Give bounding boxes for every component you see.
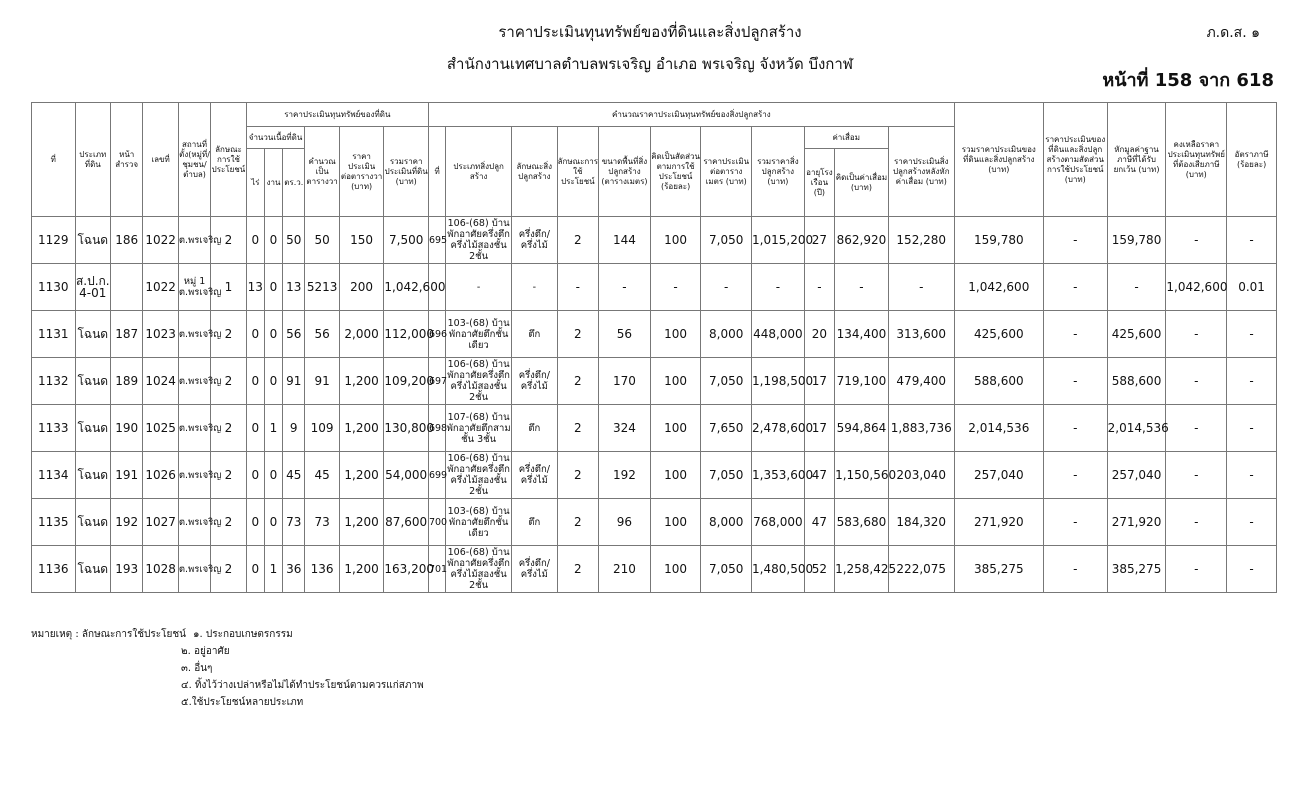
cell-bldg-total: 1,015,200 [752, 217, 805, 264]
cell-number: 1028 [143, 546, 178, 593]
cell-bldg-total: 1,480,500 [752, 546, 805, 593]
cell-calc-sqwa: 91 [305, 358, 339, 405]
cell-no: 1135 [32, 499, 76, 546]
cell-mixed-value: - [1043, 546, 1107, 593]
cell-bldg-char: ครึ่งตึก/ครึ่งไม้ [512, 217, 558, 264]
cell-bldg-after-dep: 152,280 [888, 217, 954, 264]
cell-deduction: 159,780 [1107, 217, 1166, 264]
cell-bldg-type: 103-(68) บ้านพักอาศัยตึกชั้นเดียว [446, 499, 512, 546]
cell-location: ต.พรเจริญ [178, 358, 210, 405]
cell-age: 27 [804, 217, 834, 264]
cell-bldg-type: 103-(68) บ้านพักอาศัยตึกชั้นเดียว [446, 311, 512, 358]
cell-bldg-after-dep: 222,075 [888, 546, 954, 593]
cell-bldg-no: 696 [428, 311, 445, 358]
cell-mixed-value: - [1043, 405, 1107, 452]
cell-grand-total: 425,600 [954, 311, 1043, 358]
cell-land-total: 7,500 [384, 217, 429, 264]
cell-land-type: โฉนด [75, 217, 110, 264]
table-row [32, 499, 1277, 546]
cell-usage: 2 [211, 405, 246, 452]
cell-usage-ratio: 100 [650, 452, 701, 499]
note-item: ๕.ใช้ประโยชน์หลายประเภท [181, 697, 304, 708]
cell-land-total: 54,000 [384, 452, 429, 499]
cell-bldg-total: 1,198,500 [752, 358, 805, 405]
cell-usage: 2 [211, 311, 246, 358]
cell-no: 1132 [32, 358, 76, 405]
cell-wa: 45 [283, 452, 305, 499]
cell-calc-sqwa: 109 [305, 405, 339, 452]
cell-calc-sqwa: 73 [305, 499, 339, 546]
cell-survey-page: 189 [110, 358, 142, 405]
cell-mixed-value: - [1043, 217, 1107, 264]
col-header-bldg-no: ที่ [428, 127, 445, 217]
col-header-bldg-type: ประเภทสิ่งปลูกสร้าง [446, 127, 512, 217]
cell-bldg-type: - [446, 264, 512, 311]
cell-grand-total: 2,014,536 [954, 405, 1043, 452]
cell-number: 1023 [143, 311, 178, 358]
cell-number: 1022 [143, 264, 178, 311]
cell-mixed-value: - [1043, 311, 1107, 358]
cell-land-total: 1,042,600 [384, 264, 429, 311]
cell-bldg-total: 768,000 [752, 499, 805, 546]
cell-grand-total: 588,600 [954, 358, 1043, 405]
cell-bldg-usage: 2 [557, 499, 599, 546]
cell-survey-page: 193 [110, 546, 142, 593]
cell-bldg-total: - [752, 264, 805, 311]
cell-bldg-area: 96 [599, 499, 651, 546]
cell-usage-ratio: 100 [650, 546, 701, 593]
cell-price-per-sqm: 7,050 [701, 452, 752, 499]
cell-bldg-usage: 2 [557, 358, 599, 405]
cell-bldg-total: 2,478,600 [752, 405, 805, 452]
cell-bldg-char: ตึก [512, 311, 558, 358]
cell-bldg-total: 448,000 [752, 311, 805, 358]
cell-bldg-no: 699 [428, 452, 445, 499]
col-header-price-sqwa: ราคาประเมินต่อตารางวา (บาท) [339, 127, 384, 217]
cell-survey-page: 192 [110, 499, 142, 546]
col-header-number: เลขที่ [143, 103, 178, 217]
col-header-calc-sqwa: คำนวณเป็นตารางวา [305, 127, 339, 217]
cell-bldg-after-dep: - [888, 264, 954, 311]
cell-bldg-area: 56 [599, 311, 651, 358]
col-header-rai: ไร่ [246, 149, 264, 217]
cell-dep-value: 1,150,560 [835, 452, 889, 499]
cell-dep-value: - [835, 264, 889, 311]
cell-calc-sqwa: 50 [305, 217, 339, 264]
cell-rai: 13 [246, 264, 264, 311]
cell-usage: 2 [211, 546, 246, 593]
cell-taxable: 1,042,600 [1166, 264, 1227, 311]
col-header-survey-page: หน้าสำรวจ [110, 103, 142, 217]
table-row [32, 546, 1277, 593]
cell-bldg-usage: 2 [557, 311, 599, 358]
cell-deduction: 271,920 [1107, 499, 1166, 546]
cell-grand-total: 257,040 [954, 452, 1043, 499]
note-item: ๔. ทิ้งไว้ว่างเปล่าหรือไม่ได้ทำประโยชน์ตามควรแก่สภาพ [181, 680, 424, 691]
col-header-price-sqm: ราคาประเมินต่อตารางเมตร (บาท) [701, 127, 752, 217]
table-row [32, 311, 1277, 358]
cell-tax-rate: - [1227, 217, 1277, 264]
cell-usage-ratio: 100 [650, 499, 701, 546]
cell-land-type: ส.ป.ก. 4-01 [75, 264, 110, 311]
cell-usage: 2 [211, 217, 246, 264]
note-item: ๑. ประกอบเกษตรกรรม [193, 629, 293, 640]
cell-price-per-sqm: 7,050 [701, 217, 752, 264]
cell-price-per-sqwa: 2,000 [339, 311, 384, 358]
col-header-no: ที่ [32, 103, 76, 217]
cell-number: 1024 [143, 358, 178, 405]
note-item: ๓. อื่นๆ [181, 663, 213, 674]
cell-land-total: 112,000 [384, 311, 429, 358]
cell-no: 1133 [32, 405, 76, 452]
cell-land-type: โฉนด [75, 311, 110, 358]
cell-survey-page: 190 [110, 405, 142, 452]
col-header-grand-total: รวมราคาประเมินของที่ดินและสิ่งปลูกสร้าง (บาท) [954, 103, 1043, 217]
cell-location: ต.พรเจริญ [178, 452, 210, 499]
cell-grand-total: 385,275 [954, 546, 1043, 593]
cell-bldg-area: 170 [599, 358, 651, 405]
cell-price-per-sqwa: 1,200 [339, 358, 384, 405]
cell-location: ต.พรเจริญ [178, 217, 210, 264]
cell-ngan: 0 [264, 499, 282, 546]
table-row [32, 452, 1277, 499]
cell-price-per-sqm: - [701, 264, 752, 311]
col-header-age: อายุโรงเรือน (ปี) [804, 149, 834, 217]
cell-tax-rate: - [1227, 405, 1277, 452]
cell-no: 1131 [32, 311, 76, 358]
cell-rai: 0 [246, 499, 264, 546]
cell-price-per-sqwa: 1,200 [339, 546, 384, 593]
col-group-land: ราคาประเมินทุนทรัพย์ของที่ดิน [246, 103, 428, 127]
cell-bldg-char: ครึ่งตึก/ครึ่งไม้ [512, 452, 558, 499]
cell-price-per-sqwa: 150 [339, 217, 384, 264]
form-code: ภ.ด.ส. ๑ [1206, 25, 1260, 41]
cell-calc-sqwa: 56 [305, 311, 339, 358]
cell-bldg-after-dep: 1,883,736 [888, 405, 954, 452]
cell-bldg-usage: - [557, 264, 599, 311]
cell-deduction: 257,040 [1107, 452, 1166, 499]
cell-bldg-type: 106-(68) บ้านพักอาศัยครึ่งตึกครึ่งไม้สองชั้น 2ชั้น [447, 218, 510, 262]
cell-age: 17 [804, 405, 834, 452]
cell-ngan: 0 [264, 264, 282, 311]
cell-grand-total: 159,780 [954, 217, 1043, 264]
cell-usage-ratio: 100 [650, 405, 701, 452]
cell-usage-ratio: 100 [650, 311, 701, 358]
cell-grand-total: 1,042,600 [954, 264, 1043, 311]
cell-usage-ratio: 100 [650, 217, 701, 264]
cell-wa: 36 [283, 546, 305, 593]
cell-rai: 0 [246, 358, 264, 405]
cell-deduction: 425,600 [1107, 311, 1166, 358]
cell-deduction: 2,014,536 [1107, 405, 1166, 452]
cell-price-per-sqwa: 1,200 [339, 452, 384, 499]
cell-ngan: 0 [264, 452, 282, 499]
cell-mixed-value: - [1043, 452, 1107, 499]
cell-bldg-type: 106-(68) บ้านพักอาศัยครึ่งตึกครึ่งไม้สองชั้น 2ชั้น [447, 453, 510, 497]
cell-bldg-char: ครึ่งตึก/ครึ่งไม้ [512, 358, 558, 405]
cell-location: ต.พรเจริญ [178, 499, 210, 546]
cell-bldg-no: 697 [428, 358, 445, 405]
col-header-dep-value: คิดเป็นค่าเสื่อม (บาท) [835, 149, 889, 217]
cell-price-per-sqm: 7,650 [701, 405, 752, 452]
cell-calc-sqwa: 5213 [305, 264, 339, 311]
cell-usage-ratio: 100 [650, 358, 701, 405]
cell-bldg-no: 701 [428, 546, 445, 593]
cell-age: 47 [804, 452, 834, 499]
cell-location: ต.พรเจริญ [178, 405, 210, 452]
cell-bldg-after-dep: 184,320 [888, 499, 954, 546]
cell-price-per-sqm: 8,000 [701, 311, 752, 358]
cell-age: 20 [804, 311, 834, 358]
cell-bldg-total: 1,353,600 [752, 452, 805, 499]
table-row [32, 358, 1277, 405]
cell-rai: 0 [246, 546, 264, 593]
cell-price-per-sqwa: 1,200 [339, 405, 384, 452]
cell-bldg-char: ครึ่งตึก/ครึ่งไม้ [512, 546, 558, 593]
cell-bldg-area: - [599, 264, 651, 311]
col-header-taxable: คงเหลือราคาประเมินทุนทรัพย์ที่ต้องเสียภาษี (บาท) [1166, 103, 1227, 217]
cell-survey-page: 191 [110, 452, 142, 499]
col-header-deduction: หักมูลค่าฐานภาษีที่ได้รับยกเว้น (บาท) [1107, 103, 1166, 217]
cell-land-total: 130,800 [384, 405, 429, 452]
cell-bldg-char: ตึก [512, 499, 558, 546]
cell-age: - [804, 264, 834, 311]
cell-deduction: 588,600 [1107, 358, 1166, 405]
cell-no: 1134 [32, 452, 76, 499]
cell-bldg-usage: 2 [557, 546, 599, 593]
cell-wa: 91 [283, 358, 305, 405]
cell-bldg-no: 695 [428, 217, 445, 264]
cell-survey-page: 186 [110, 217, 142, 264]
cell-taxable: - [1166, 405, 1227, 452]
cell-tax-rate: - [1227, 546, 1277, 593]
cell-bldg-after-dep: 313,600 [888, 311, 954, 358]
cell-bldg-area: 144 [599, 217, 651, 264]
cell-tax-rate: - [1227, 499, 1277, 546]
cell-tax-rate: 0.01 [1227, 264, 1277, 311]
cell-bldg-no: 700 [428, 499, 445, 546]
cell-location: ต.พรเจริญ [178, 311, 210, 358]
cell-no: 1130 [32, 264, 76, 311]
cell-taxable: - [1166, 311, 1227, 358]
cell-usage: 2 [211, 358, 246, 405]
col-header-location: สถานที่ตั้ง(หมู่ที่/ชุมชน/ตำบล) [178, 103, 210, 217]
cell-price-per-sqm: 8,000 [701, 499, 752, 546]
cell-grand-total: 271,920 [954, 499, 1043, 546]
cell-bldg-char: ตึก [512, 405, 558, 452]
cell-tax-rate: - [1227, 358, 1277, 405]
cell-taxable: - [1166, 358, 1227, 405]
cell-usage: 1 [211, 264, 246, 311]
office-name: สำนักงานเทศบาลตำบลพรเจริญ อำเภอ พรเจริญ จังหวัด บึงกาฬ [446, 55, 854, 73]
cell-bldg-after-dep: 203,040 [888, 452, 954, 499]
col-header-mixed-value: ราคาประเมินของที่ดินและสิ่งปลูกสร้างตามสัดส่วนการใช้ประโยชน์ (บาท) [1043, 103, 1107, 217]
col-group-area: จำนวนเนื้อที่ดิน [246, 127, 305, 149]
notes-section [31, 626, 424, 711]
cell-location: หมู่ 1 ต.พรเจริญ [178, 264, 210, 311]
col-header-tax-rate: อัตราภาษี (ร้อยละ) [1227, 103, 1277, 217]
cell-land-total: 163,200 [384, 546, 429, 593]
cell-mixed-value: - [1043, 358, 1107, 405]
cell-rai: 0 [246, 217, 264, 264]
col-header-ngan: งาน [264, 149, 282, 217]
cell-tax-rate: - [1227, 311, 1277, 358]
cell-price-per-sqm: 7,050 [701, 358, 752, 405]
cell-bldg-char: - [512, 264, 558, 311]
cell-number: 1026 [143, 452, 178, 499]
cell-age: 47 [804, 499, 834, 546]
cell-number: 1027 [143, 499, 178, 546]
assessment-table [31, 102, 1277, 593]
cell-dep-value: 719,100 [835, 358, 889, 405]
col-header-bldg-total: รวมราคาสิ่งปลูกสร้าง (บาท) [752, 127, 805, 217]
cell-bldg-area: 324 [599, 405, 651, 452]
cell-taxable: - [1166, 452, 1227, 499]
cell-deduction: - [1107, 264, 1166, 311]
cell-price-per-sqwa: 1,200 [339, 499, 384, 546]
cell-usage-ratio: - [650, 264, 701, 311]
cell-bldg-usage: 2 [557, 405, 599, 452]
table-row [32, 264, 1277, 311]
page-number: หน้าที่ 158 จาก 618 [1102, 70, 1274, 91]
cell-number: 1022 [143, 217, 178, 264]
cell-ngan: 0 [264, 217, 282, 264]
cell-dep-value: 862,920 [835, 217, 889, 264]
cell-taxable: - [1166, 546, 1227, 593]
cell-land-type: โฉนด [75, 499, 110, 546]
cell-price-per-sqwa: 200 [339, 264, 384, 311]
cell-wa: 9 [283, 405, 305, 452]
col-header-usage: ลักษณะการใช้ประโยชน์ [211, 103, 246, 217]
cell-bldg-area: 192 [599, 452, 651, 499]
cell-bldg-after-dep: 479,400 [888, 358, 954, 405]
cell-dep-value: 134,400 [835, 311, 889, 358]
cell-taxable: - [1166, 217, 1227, 264]
cell-rai: 0 [246, 311, 264, 358]
cell-dep-value: 1,258,425 [835, 546, 889, 593]
col-group-building: คำนวณราคาประเมินทุนทรัพย์ของสิ่งปลูกสร้าง [428, 103, 954, 127]
document-title: ราคาประเมินทุนทรัพย์ของที่ดินและสิ่งปลูกสร้าง [498, 23, 802, 41]
table-row [32, 405, 1277, 452]
cell-bldg-type: 106-(68) บ้านพักอาศัยครึ่งตึกครึ่งไม้สองชั้น 2ชั้น [447, 547, 510, 591]
cell-survey-page: 187 [110, 311, 142, 358]
cell-tax-rate: - [1227, 452, 1277, 499]
col-header-bldg-char: ลักษณะสิ่งปลูกสร้าง [512, 127, 558, 217]
col-header-bldg-after-dep: ราคาประเมินสิ่งปลูกสร้างหลังหักค่าเสื่อม (บาท) [888, 127, 954, 217]
cell-rai: 0 [246, 405, 264, 452]
cell-wa: 13 [283, 264, 305, 311]
notes-label: หมายเหตุ : ลักษณะการใช้ประโยชน์ ๑. ประกอบเกษตรกรรม [31, 629, 293, 640]
cell-no: 1136 [32, 546, 76, 593]
cell-land-type: โฉนด [75, 546, 110, 593]
cell-age: 52 [804, 546, 834, 593]
cell-bldg-area: 210 [599, 546, 651, 593]
cell-land-total: 109,200 [384, 358, 429, 405]
cell-calc-sqwa: 45 [305, 452, 339, 499]
note-item: ๒. อยู่อาศัย [181, 646, 230, 657]
cell-age: 17 [804, 358, 834, 405]
col-header-usage-ratio: คิดเป็นสัดส่วนตามการใช้ประโยชน์ (ร้อยละ) [650, 127, 701, 217]
cell-land-type: โฉนด [75, 452, 110, 499]
cell-bldg-type: 107-(68) บ้านพักอาศัยตึกสามชั้น 3ชั้น [446, 405, 512, 452]
col-header-bldg-area: ขนาดพื้นที่สิ่งปลูกสร้าง (ตารางเมตร) [599, 127, 651, 217]
cell-ngan: 0 [264, 358, 282, 405]
cell-bldg-usage: 2 [557, 452, 599, 499]
cell-taxable: - [1166, 499, 1227, 546]
cell-wa: 56 [283, 311, 305, 358]
table-row [32, 217, 1277, 264]
cell-wa: 50 [283, 217, 305, 264]
cell-no: 1129 [32, 217, 76, 264]
cell-bldg-no: 698 [428, 405, 445, 452]
col-group-depreciation: ค่าเสื่อม [804, 127, 888, 149]
cell-ngan: 0 [264, 311, 282, 358]
cell-deduction: 385,275 [1107, 546, 1166, 593]
cell-ngan: 1 [264, 546, 282, 593]
cell-bldg-type: 106-(68) บ้านพักอาศัยครึ่งตึกครึ่งไม้สองชั้น 2ชั้น [447, 359, 510, 403]
cell-land-type: โฉนด [75, 358, 110, 405]
cell-mixed-value: - [1043, 264, 1107, 311]
col-header-bldg-usage: ลักษณะการใช้ประโยชน์ [557, 127, 599, 217]
cell-dep-value: 583,680 [835, 499, 889, 546]
col-header-land-type: ประเภทที่ดิน [75, 103, 110, 217]
cell-dep-value: 594,864 [835, 405, 889, 452]
cell-land-type: โฉนด [75, 405, 110, 452]
cell-mixed-value: - [1043, 499, 1107, 546]
cell-location: ต.พรเจริญ [178, 546, 210, 593]
cell-survey-page [110, 264, 142, 311]
cell-usage: 2 [211, 452, 246, 499]
cell-rai: 0 [246, 452, 264, 499]
cell-bldg-usage: 2 [557, 217, 599, 264]
cell-number: 1025 [143, 405, 178, 452]
cell-wa: 73 [283, 499, 305, 546]
cell-price-per-sqm: 7,050 [701, 546, 752, 593]
cell-calc-sqwa: 136 [305, 546, 339, 593]
col-header-land-total: รวมราคาประเมินที่ดิน (บาท) [384, 127, 429, 217]
cell-land-total: 87,600 [384, 499, 429, 546]
cell-ngan: 1 [264, 405, 282, 452]
cell-usage: 2 [211, 499, 246, 546]
col-header-wa: ตร.ว. [283, 149, 305, 217]
